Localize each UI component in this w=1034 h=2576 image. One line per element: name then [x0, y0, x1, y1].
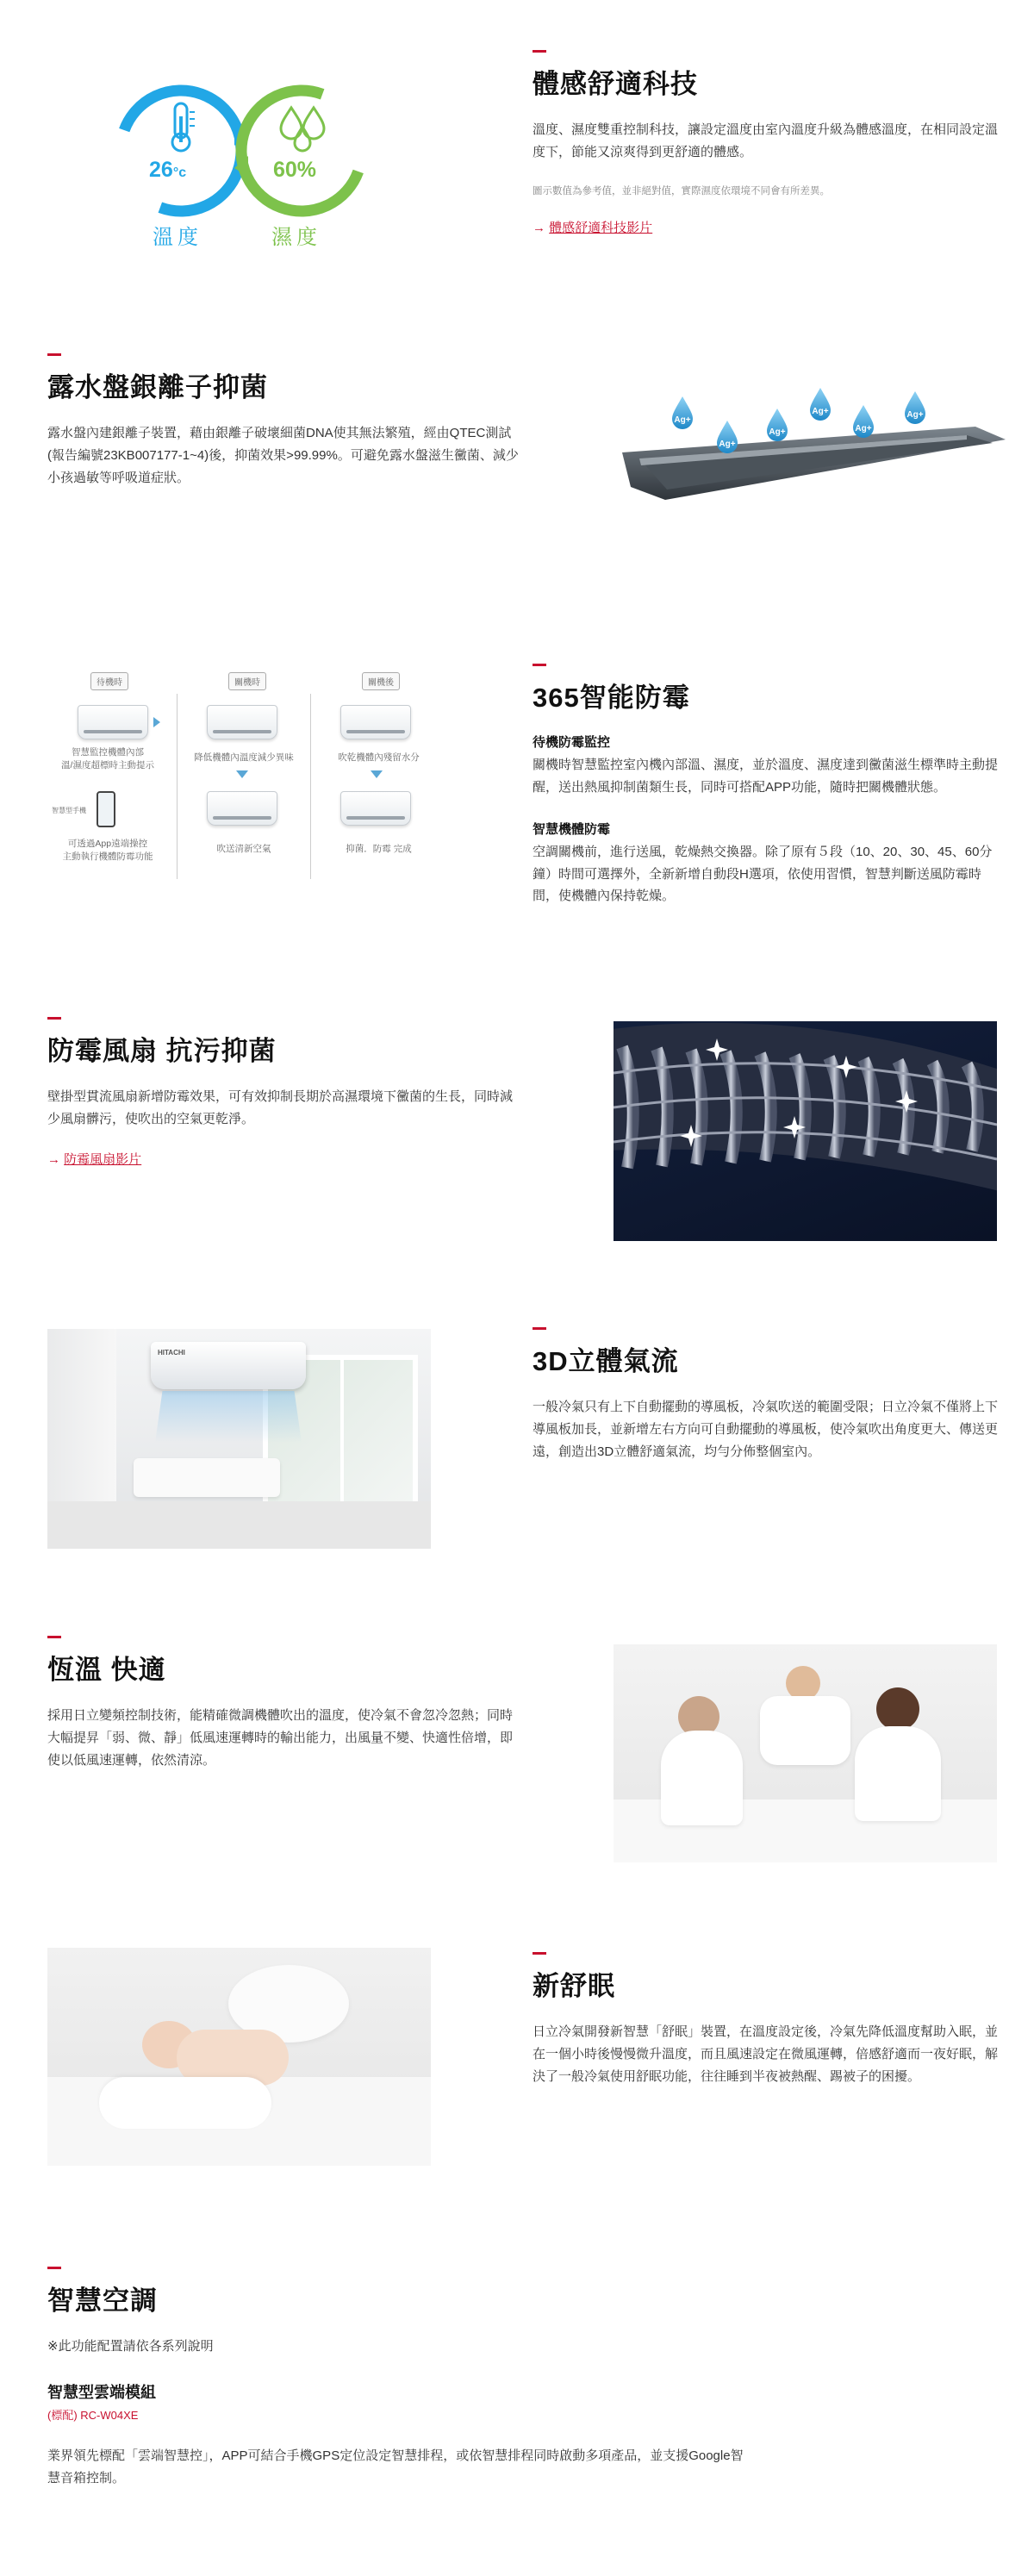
- ag-label: Ag+: [674, 415, 691, 425]
- constant-temp-text: [47, 1636, 521, 1772]
- temp-label: 溫度: [153, 226, 202, 249]
- arrow-right-icon: [153, 717, 160, 727]
- section-body: 業界領先標配「雲端智慧控」，APP可結合手機GPS定位設定智慧排程，或依智慧排程同時啟動多項產品，並支援Google智慧音箱控制。: [47, 2448, 744, 2486]
- config-note: ※此功能配置請依各系列說明: [47, 2339, 214, 2355]
- section-body: 採用日立變頻控制技術，能精確微調機體吹出的溫度，使冷氣不會忽冷忽熱；同時大幅提昇「弱、微、靜」低風速運轉時的輸出能力，出風量不變、快適性倍增，即使以低風速運轉，依然清涼。: [47, 1708, 514, 1768]
- ac-unit-icon: [207, 791, 277, 826]
- anti-mold-text: [533, 664, 998, 908]
- section-constant-temp: [0, 1629, 1034, 1948]
- ag-label: Ag+: [719, 440, 736, 449]
- section-body: 一般冷氣只有上下自動擺動的導風板，冷氣吹送的範圍受限；日立冷氣不僅將上下導風板加長，並新增左右方向可自動擺動的導風板，使冷氣吹出角度更大、傳送更遠，創造出3D立體舒適氣流，均勻分佈整個室內。: [533, 1400, 999, 1459]
- ac-unit-icon: [340, 791, 411, 826]
- accent-bar: [47, 1017, 61, 1020]
- airflow-text: [533, 1327, 998, 1463]
- ag-label: Ag+: [812, 407, 829, 416]
- stage-label: 關機後: [362, 672, 400, 690]
- ag-label: Ag+: [769, 427, 786, 437]
- smart-ac-text: [47, 2267, 754, 2490]
- section-title: 新舒眠: [533, 1971, 615, 2001]
- section-body: 露水盤內建銀離子裝置，藉由銀離子破壞細菌DNA使其無法繁殖，經由QTEC測試(報告編號23KB007177-1~4)後，抑菌效果>99.99%。可避免露水盤滋生黴菌、減少小孩過敏等呼吸道症狀。: [47, 426, 519, 485]
- water-drops-icon: [281, 108, 324, 151]
- stage-label: 待機時: [90, 672, 128, 690]
- diagram-caption: 智慧監控機體內部 溫/濕度超標時主動提示: [61, 747, 154, 771]
- drain-pan-illustration: [614, 379, 1010, 517]
- ag-label: Ag+: [855, 424, 872, 433]
- diagram-caption: 吹乾機體內殘留水分: [338, 752, 420, 763]
- sleep-text: [533, 1952, 998, 2088]
- comfort-infographic: [103, 73, 379, 263]
- silver-ion-text: [47, 353, 521, 490]
- diagram-caption: 降低機體內溫度減少異味: [194, 752, 294, 763]
- section-title: 體感舒適科技: [533, 69, 698, 99]
- humidity-value: 60%: [273, 158, 317, 182]
- comfort-text: [533, 50, 998, 236]
- brand-label: HITACHI: [158, 1349, 185, 1357]
- section-title: 防霉風扇 抗污抑菌: [47, 1036, 277, 1066]
- arrow-down-icon: [236, 770, 248, 778]
- section-title: 365智能防霉: [533, 683, 690, 713]
- ac-unit-icon: [207, 705, 277, 739]
- section-title: 3D立體氣流: [533, 1346, 679, 1376]
- room-photo: [47, 1329, 431, 1549]
- diagram-caption: 吹送清新空氣: [216, 844, 271, 854]
- section-sleep-mode: [0, 1948, 1034, 2267]
- section-anti-mold-fan: [0, 1000, 1034, 1310]
- section-body: 空調關機前，進行送風，乾燥熱交換器。除了原有５段（10、20、30、45、60分鐘）時間可選擇外，全新新增自動段H選項，依使用習慣，智慧判斷送風防霉時間，使機體內保持乾燥。: [533, 844, 993, 904]
- phone-label: 智慧型手機: [52, 807, 86, 814]
- accent-bar: [533, 664, 546, 666]
- ag-label: Ag+: [906, 410, 924, 420]
- arrow-down-icon: [371, 770, 383, 778]
- accent-bar: [533, 1952, 546, 1955]
- family-photo: [614, 1644, 997, 1862]
- accent-bar: [47, 1636, 61, 1638]
- accent-bar: [47, 353, 61, 356]
- section-smart-ac: [0, 2267, 1034, 2576]
- fan-text: [47, 1017, 521, 1168]
- subheading: 待機防霉監控: [533, 735, 611, 751]
- anti-mold-diagram: [43, 672, 448, 888]
- ac-unit-icon: [78, 705, 148, 739]
- subheading: 智慧機體防霉: [533, 821, 611, 837]
- model-tag: (標配) RC-W04XE: [47, 2408, 139, 2422]
- disclaimer: 圖示數值為參考值，並非絕對值，實際濕度依環境不同會有所差異。: [533, 185, 830, 196]
- subheading: 智慧型雲端模組: [47, 2383, 156, 2401]
- accent-bar: [47, 2267, 61, 2269]
- diagram-caption: 可透過App遠端操控 主動執行機體防霉功能: [62, 839, 153, 863]
- comfort-video-link[interactable]: → 體感舒適科技影片: [533, 221, 653, 236]
- accent-bar: [533, 1327, 546, 1330]
- fan-video-link[interactable]: → 防霉風扇影片: [47, 1151, 142, 1167]
- ac-unit-icon: [151, 1342, 306, 1389]
- section-3d-airflow: [0, 1310, 1034, 1629]
- thermometer-icon: [172, 103, 195, 151]
- section-title: 智慧空調: [47, 2286, 158, 2316]
- smartphone-icon: [97, 791, 115, 827]
- baby-photo: [47, 1948, 431, 2166]
- section-comfort-tech: [0, 0, 1034, 310]
- accent-bar: [533, 50, 546, 53]
- ac-unit-icon: [340, 705, 411, 739]
- diagram-caption: 抑菌．防霉 完成: [346, 844, 412, 854]
- section-silver-ion: [0, 310, 1034, 638]
- section-anti-mold: [0, 638, 1034, 1000]
- section-title: 露水盤銀離子抑菌: [47, 372, 268, 402]
- section-title: 恆溫 快適: [47, 1655, 166, 1685]
- stage-label: 關機時: [228, 672, 266, 690]
- humidity-label: 濕度: [271, 226, 321, 249]
- temp-value: 26°c: [149, 158, 187, 182]
- section-body: 關機時智慧監控室內機內部溫、濕度，並於溫度、濕度達到黴菌滋生標準時主動提醒，送出熱風抑制菌類生長，同時可搭配APP功能，隨時把關機體狀態。: [533, 758, 999, 795]
- section-body: 溫度、濕度雙重控制科技，讓設定溫度由室內溫度升級為體感溫度，在相同設定溫度下，節能又涼爽得到更舒適的體感。: [533, 122, 999, 159]
- fan-photo: [614, 1021, 997, 1241]
- section-body: 壁掛型貫流風扇新增防霉效果，可有效抑制長期於高濕環境下黴菌的生長，同時減少風扇髒污，使吹出的空氣更乾淨。: [47, 1089, 514, 1126]
- section-body: 日立冷氣開發新智慧「舒眠」裝置，在溫度設定後，冷氣先降低溫度幫助入眠，並在一個小時後慢慢微升溫度，而且風速設定在微風運轉，倍感舒適而一夜好眠，解決了一般冷氣使用舒眠功能，往往睡到半夜被熱醒、踢被子的困擾。: [533, 2024, 999, 2084]
